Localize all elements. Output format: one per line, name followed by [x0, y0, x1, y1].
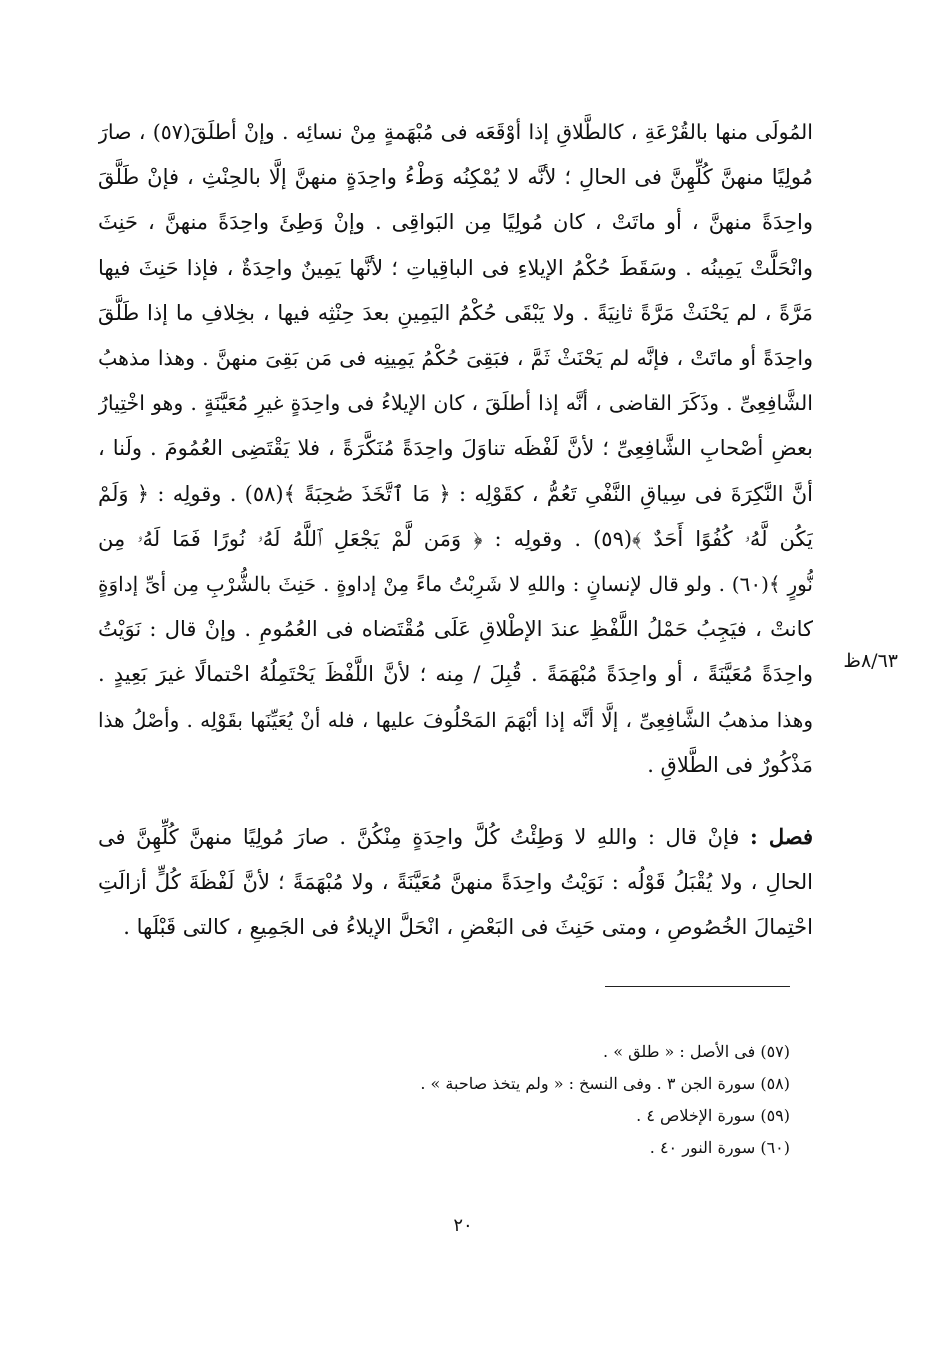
text-line: نُّورٍ ﴾(٦٠) . ولو قال لإنسانٍ : واللهِ لا شَرِبْتُ ماءً مِنْ إداوةٍ . حَنِثَ بالشُّرْبِ مِن أىِّ إداوَةٍ [98, 572, 813, 597]
footnote: (٥٨) سورة الجن ٣ . وفى النسخ : « ولم يتخذ صاحبة » . [420, 1074, 790, 1093]
section-heading: فصل : [749, 824, 813, 850]
section-fasl [98, 814, 813, 951]
text-line: مَذْكُورٌ فى الطَّلاقِ . [647, 752, 813, 777]
text-line: واحِدَةً منهنَّ ، أو ماتَتْ ، كان مُولِيًا مِن البَواقِى . وإنْ وَطِئَ واحِدَةً منهنَّ ، حَنِثَ [98, 210, 813, 235]
text-line: واحِدَةً أو ماتَتْ ، فإنَّه لم يَحْنَثْ ثَمَّ ، فبَقِىَ حُكْمُ يَمِينِه فى مَن بَقِىَ منهنَّ . وهذا مذهبُ [98, 346, 813, 371]
text-line [98, 814, 813, 860]
text-line: أنَّ النَّكِرَةَ فى سِياقِ النَّفْىِ تَعُمُّ ، كقَوْلِه : ﴿ مَا ٱتَّخَذَ صَٰحِبَةً ﴾(٥٨) . وقولِه : ﴿ وَلَمْ [98, 481, 813, 506]
footnote: (٥٧) فى الأصل : « طلق » . [603, 1042, 790, 1061]
text-line: احْتِمالَ الخُصُوصِ ، ومتى حَنِثَ فى البَعْضِ ، انْحَلَّ الإيلاءُ فى الجَمِيعِ ، كالتى قَبْلَها . [123, 915, 813, 940]
text-line: بعضِ أصْحابِ الشَّافِعِىِّ ؛ لأنَّ لَفْظَه تناوَلَ واحِدَةً مُنَكَّرَةً ، فلا يَقْتَضِى العُمُومَ . ولَنا ، [98, 436, 813, 461]
main-text [98, 110, 813, 951]
footnote: (٥٩) سورة الإخلاص ٤ . [636, 1106, 790, 1125]
manuscript-folio-note: ٨/٦٣ظ [843, 650, 898, 672]
footnote: (٦٠) سورة النور ٤٠ . [649, 1138, 790, 1157]
text-line: مُولِيًا منهنَّ كُلِّهِنَّ فى الحالِ ؛ لأنَّه لا يُمْكِنُه وَطْءُ واحِدَةٍ منهنَّ إلَّا بالحِنْثِ ، فإنْ طَلَّقَ [98, 165, 813, 190]
text-line: وهذا مذهبُ الشَّافِعِىِّ ، إلَّا أنَّه إذا أبْهَمَ المَحْلُوفَ عليها ، فله أنْ يُعَيِّنَها بقَوْلِه . وأصْلُ هذا [98, 707, 813, 732]
page-number: ٢٠ [453, 1215, 473, 1236]
section-line-text: فإنْ قال : واللهِ لا وَطِئْتُ كُلَّ واحِدَةٍ مِنْكُنَّ . صارَ مُولِيًا منهنَّ كُلِّهِنَّ فى [98, 825, 740, 850]
footnote-divider [605, 986, 790, 987]
text-line: مَرَّةً ، لم يَحْنَثْ مَرَّةً ثانِيَةً . ولا يَبْقَى حُكْمُ اليَمِينِ بعدَ حِنْثِه فيها ، بخِلافِ ما إذا طَلَّقَ [98, 300, 813, 325]
text-line: الشَّافِعِىِّ . وذَكَرَ القاضى ، أنَّه إذا أطلَقَ ، كان الإيلاءُ فى واحِدَةٍ غيرِ مُعَيَّنَةٍ . وهو اخْتِيارُ [98, 391, 813, 416]
text-line: يَكُن لَّهُۥ كُفُوًا أَحَدٌ ﴾(٥٩) . وقولِه : ﴿ وَمَن لَّمْ يَجْعَلِ ٱللَّهُ لَهُۥ نُورًا فَمَا لَهُۥ مِن [98, 526, 813, 551]
paragraph [98, 110, 813, 788]
text-line: كانتْ ، فيَجِبُ حَمْلُ اللَّفْظِ عندَ الإطْلاقِ عَلَى مُقْتَضاه فى العُمُومِ . وإنْ قال : نَوَيْتُ [98, 617, 813, 642]
text-line: المُولَى منها بالقُرْعَةِ ، كالطَّلاقِ إذا أوْقَعَه فى مُبْهَمةٍ مِنْ نسائِه . وإنْ أطلَقَ(٥٧) ، صارَ [98, 120, 813, 144]
text-line: الحالِ ، ولا يُقْبَلُ قَوْلُه : نَوَيْتُ واحِدَةً منهنَّ مُعَيَّنَةً ، ولا مُبْهَمَةً ؛ لأنَّ لَفْظَةَ كُلٍّ أزالَتِ [98, 870, 813, 895]
text-line: وانْحَلَّتْ يَمِينُه . وسَقَطَ حُكْمُ الإيلاءِ فى الباقِياتِ ؛ لأنَّها يَمِينٌ واحِدَةٌ ، فإذا حَنِثَ فيها [98, 255, 813, 280]
text-line: واحِدَةً مُعَيَّنَةً ، أو واحِدَةً مُبْهَمَةً . قُبِلَ / مِنه ؛ لأنَّ اللَّفْظَ يَحْتَمِلُهُ احْتمالًا غيرَ بَعِيدٍ . [98, 662, 813, 687]
footnotes [300, 1036, 790, 1164]
